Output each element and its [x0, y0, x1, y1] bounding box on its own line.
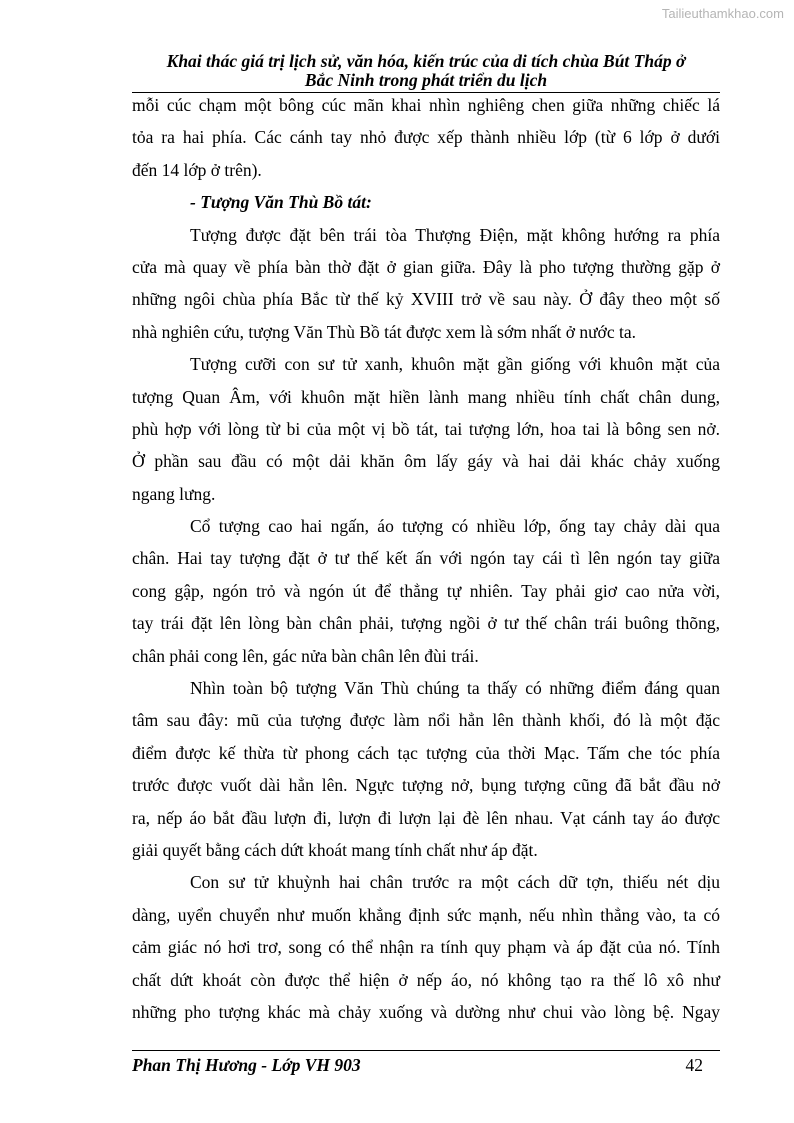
body-line: ngang lưng. [132, 483, 216, 504]
body-line: điểm được kế thừa từ phong cách tạc tượng của thời Mạc. Tấm che tóc phía [132, 742, 720, 763]
body-line: chân phải cong lên, gác nửa bàn chân lên đùi trái. [132, 645, 479, 666]
body-line: trước được vuốt dài hẳn lên. Ngực tượng nở, bụng tượng cũng đã bắt đầu nở [132, 775, 720, 796]
body-line: dàng, uyển chuyển như muốn khẳng định sức mạnh, nếu nhìn thẳng vào, ta có [132, 904, 720, 925]
body-line: giải quyết bằng cách dứt khoát mang tính chất như áp đặt. [132, 839, 538, 860]
body-line: chân. Hai tay tượng đặt ở tư thế kết ấn với ngón tay cái tì lên ngón tay giữa [132, 548, 720, 569]
body-line: cong gập, ngón trỏ và ngón út để thẳng tự nhiên. Tay phải giơ cao nửa vời, [132, 580, 720, 601]
body-line: cảm giác nó hơi trơ, song có thể nhận ra tính quy phạm và áp đặt của nó. Tính [132, 937, 720, 958]
body-line: tượng Quan Âm, với khuôn mặt hiền lành mang nhiều tính chất chân dung, [132, 386, 720, 407]
running-header [132, 52, 720, 90]
body-line: ra, nếp áo bắt đầu lượn đi, lượn đi lượn lại đè lên nhau. Vạt cánh tay áo được [132, 807, 720, 828]
body-line: Tượng được đặt bên trái tòa Thượng Điện, mặt không hướng ra phía [190, 224, 720, 245]
body-line: những pho tượng khác mà chảy xuống và dường như chui vào lòng bệ. Ngay [132, 1001, 720, 1022]
header-line-1: Khai thác giá trị lịch sử, văn hóa, kiến trúc của di tích chùa Bút Tháp ở [166, 51, 686, 71]
section-subheading: - Tượng Văn Thù Bồ tát: [190, 192, 372, 213]
document-body [132, 89, 720, 1028]
body-line: những ngôi chùa phía Bắc từ thế kỷ XVIII trở về sau này. Ở đây theo một số [132, 289, 720, 310]
body-line: nhà nghiên cứu, tượng Văn Thù Bồ tát được xem là sớm nhất ở nước ta. [132, 321, 636, 342]
body-line: tay trái đặt lên lòng bàn chân phải, tượng ngồi ở tư thế chân trái buông thõng, [132, 613, 720, 634]
footer-author: Phan Thị Hương - Lớp VH 903 [132, 1055, 361, 1075]
body-line: mỗi cúc chạm một bông cúc mãn khai nhìn nghiêng chen giữa những chiếc lá [132, 95, 720, 115]
page-number: 42 [685, 1055, 703, 1075]
body-line: phù hợp với lòng từ bi của một vị bồ tát, tai tượng lớn, hoa tai là bông sen nở. [132, 418, 720, 439]
body-line: Ở phần sau đầu có một dải khăn ôm lấy gáy và hai dải khác chảy xuống [132, 451, 720, 472]
body-line: Cổ tượng cao hai ngấn, áo tượng có nhiều lớp, ống tay chảy dài qua [190, 516, 720, 537]
watermark-text: Tailieuthamkhao.com [661, 6, 784, 21]
body-line: Nhìn toàn bộ tượng Văn Thù chúng ta thấy có những điểm đáng quan [190, 678, 720, 699]
header-line-2: Bắc Ninh trong phát triển du lịch [304, 70, 548, 90]
footer-divider [132, 1050, 720, 1051]
body-line: Con sư tử khuỳnh hai chân trước ra một cách dữ tợn, thiếu nét dịu [190, 872, 720, 893]
body-line: cửa mà quay về phía bàn thờ đặt ở gian giữa. Đây là pho tượng thường gặp ở [132, 256, 720, 277]
body-line: chất dứt khoát còn được thể hiện ở nếp áo, nó không tạo ra thế lô xô như [132, 969, 720, 990]
body-line: tỏa ra hai phía. Các cánh tay nhỏ được xếp thành nhiều lớp (từ 6 lớp ở dưới [132, 127, 720, 148]
body-line: đến 14 lớp ở trên). [132, 159, 262, 180]
body-line: Tượng cưỡi con sư tử xanh, khuôn mặt gần giống với khuôn mặt của [190, 354, 720, 375]
body-line: tâm sau đây: mũ của tượng được làm nổi hẳn lên thành khối, đó là một đặc [132, 710, 720, 731]
